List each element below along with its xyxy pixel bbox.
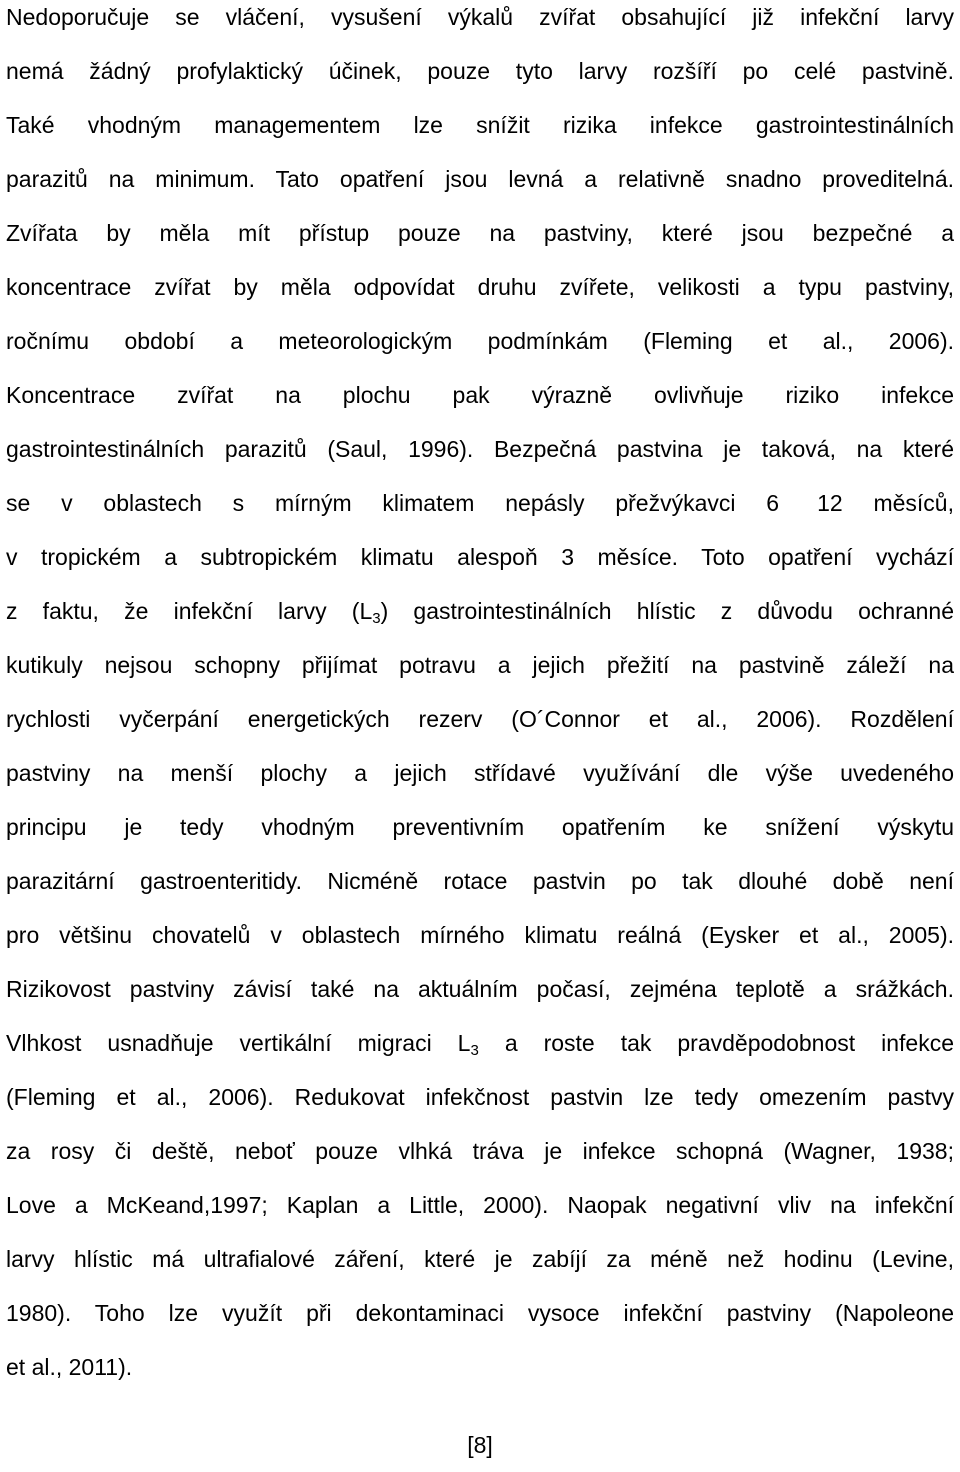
text-line: ročnímu období a meteorologickým podmínkám (Fleming et al., 2006). (6, 328, 954, 354)
text-line: Love a McKeand,1997; Kaplan a Little, 2000). Naopak negativní vliv na infekční (6, 1192, 954, 1218)
text-line: pastviny na menší plochy a jejich střídavé využívání dle výše uvedeného (6, 760, 954, 786)
text-line: rychlosti vyčerpání energetických rezerv (O´Connor et al., 2006). Rozdělení (6, 706, 954, 732)
text-line: Koncentrace zvířat na plochu pak výrazně ovlivňuje riziko infekce (6, 382, 954, 408)
text-line (6, 476, 954, 530)
text-line: nemá žádný profylaktický účinek, pouze tyto larvy rozšíří po celé pastvině. (6, 58, 954, 84)
text-line: kutikuly nejsou schopny přijímat potravu a jejich přežití na pastvině záleží na (6, 652, 954, 678)
subscript: 3 (470, 1042, 479, 1059)
text-line: et al., 2011). (6, 1354, 133, 1380)
page-number: [8] (467, 1432, 493, 1458)
text-line: koncentrace zvířat by měla odpovídat druhu zvířete, velikosti a typu pastviny, (6, 274, 954, 300)
line-segment: 12 měsíců, (817, 490, 954, 516)
text-line (6, 584, 954, 638)
line-segment: Vlhkost usnadňuje vertikální migraci L (6, 1030, 471, 1056)
text-line: v tropickém a subtropickém klimatu alespoň 3 měsíce. Toto opatření vychází (6, 544, 954, 570)
text-line: parazitů na minimum. Tato opatření jsou levná a relativně snadno proveditelná. (6, 166, 954, 192)
text-line: larvy hlístic má ultrafialové záření, které je zabíjí za méně než hodinu (Levine, (6, 1246, 954, 1272)
text-line: 1980). Toho lze využít při dekontaminaci vysoce infekční pastviny (Napoleone (6, 1300, 954, 1326)
text-line: principu je tedy vhodným preventivním opatřením ke snížení výskytu (6, 814, 954, 840)
text-line (6, 1016, 954, 1070)
line-segment: ) gastrointestinálních hlístic z důvodu ochranné (380, 598, 954, 624)
text-line: Rizikovost pastviny závisí také na aktuálním počasí, zejména teplotě a srážkách. (6, 976, 954, 1002)
text-line: pro většinu chovatelů v oblastech mírného klimatu reálná (Eysker et al., 2005). (6, 922, 954, 948)
line-segment: z faktu, že infekční larvy (L (6, 598, 373, 624)
text-line: za rosy či deště, neboť pouze vlhká tráva je infekce schopná (Wagner, 1938; (6, 1138, 954, 1164)
text-line: gastrointestinálních parazitů (Saul, 1996). Bezpečná pastvina je taková, na které (6, 436, 954, 462)
text-line: Nedoporučuje se vláčení, vysušení výkalů zvířat obsahující již infekční larvy (6, 4, 954, 30)
subscript: 3 (372, 610, 381, 627)
text-line: (Fleming et al., 2006). Redukovat infekčnost pastvin lze tedy omezením pastvy (6, 1084, 954, 1110)
text-line: parazitární gastroenteritidy. Nicméně rotace pastvin po tak dlouhé době není (6, 868, 954, 894)
text-line: Zvířata by měla mít přístup pouze na pastviny, které jsou bezpečné a (6, 220, 954, 246)
line-segment: a roste tak pravděpodobnost infekce (478, 1030, 954, 1056)
line-segment: se v oblastech s mírným klimatem nepásly přežvýkavci 6 (6, 490, 780, 516)
text-line: Také vhodným managementem lze snížit rizika infekce gastrointestinálních (6, 112, 954, 138)
